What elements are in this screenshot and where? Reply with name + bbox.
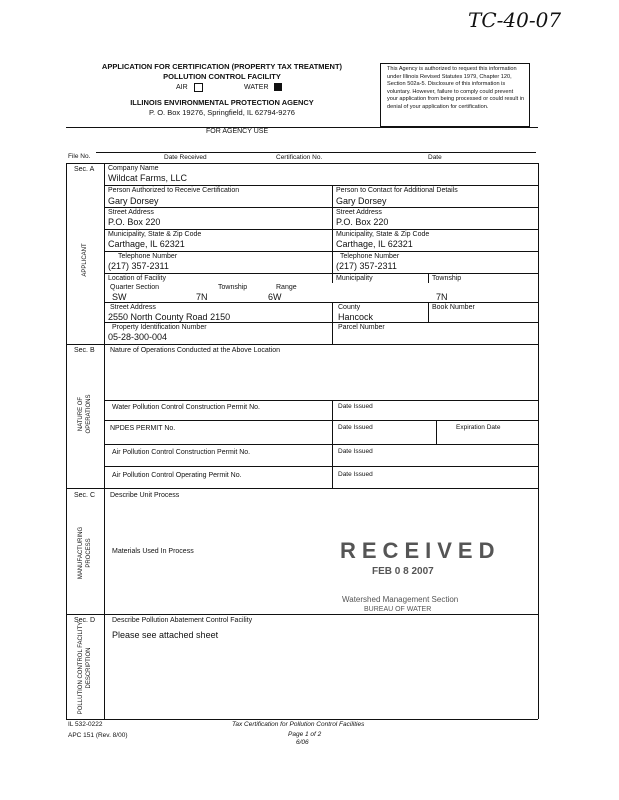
page-number: Page 1 of 2 xyxy=(288,731,322,738)
date-received-label: Date Received xyxy=(164,154,207,161)
sec-d-tag: Sec. D xyxy=(74,617,96,624)
divider xyxy=(104,273,538,274)
water-label: WATER xyxy=(244,84,269,91)
received-stamp-title: RECEIVED xyxy=(340,538,501,563)
divider xyxy=(436,420,437,444)
abatement-value: Please see attached sheet xyxy=(112,630,219,640)
city-value-2: Carthage, IL 62321 xyxy=(336,239,413,249)
street-value-2: P.O. Box 220 xyxy=(336,217,389,227)
divider xyxy=(66,127,538,128)
divider xyxy=(428,302,429,322)
frame-left xyxy=(66,163,67,719)
cert-no-label: Certification No. xyxy=(276,154,323,161)
quarter-value: SW xyxy=(112,292,127,302)
divider xyxy=(104,400,538,401)
pin-value: 05-28-300-004 xyxy=(108,332,168,342)
apc-date-label: Date Issued xyxy=(338,448,373,455)
apc-form-number: APC 151 (Rev. 8/00) xyxy=(68,732,128,739)
street-label-2: Street Address xyxy=(336,209,382,216)
agency-name: ILLINOIS ENVIRONMENTAL PROTECTION AGENCY xyxy=(130,98,314,107)
footer-title: Tax Certification for Pollution Control Facilities xyxy=(232,721,365,728)
divider xyxy=(104,466,538,467)
divider xyxy=(104,420,538,421)
apo-date-label: Date Issued xyxy=(338,471,373,478)
divider xyxy=(104,251,538,252)
phone-label-1: Telephone Number xyxy=(118,253,178,260)
company-name-value: Wildcat Farms, LLC xyxy=(108,173,188,183)
file-no-label: File No. xyxy=(68,153,91,160)
divider xyxy=(66,163,538,164)
township-value: 7N xyxy=(196,292,208,302)
street-value-1: P.O. Box 220 xyxy=(108,217,161,227)
divider xyxy=(332,185,333,275)
materials-label: Materials Used In Process xyxy=(112,548,194,555)
phone-value-2: (217) 357-2311 xyxy=(336,261,397,271)
npdes-expiration-label: Expiration Date xyxy=(456,424,501,431)
frame-right xyxy=(538,163,539,719)
air-label: AIR xyxy=(176,84,188,91)
wpc-date-label: Date Issued xyxy=(338,403,373,410)
divider xyxy=(104,185,538,186)
air-checkbox[interactable] xyxy=(194,83,203,92)
divider xyxy=(104,207,538,208)
npdes-date-label: Date Issued xyxy=(338,424,373,431)
parcel-label: Parcel Number xyxy=(338,324,385,331)
agency-use-label: FOR AGENCY USE xyxy=(206,128,269,135)
form-number: IL 532-0222 xyxy=(68,721,103,728)
range-value: 6W xyxy=(268,292,282,302)
received-stamp-line1: Watershed Management Section xyxy=(342,595,459,604)
location-label: Location of Facility xyxy=(108,275,166,282)
frame-inner xyxy=(104,163,105,719)
water-checkbox[interactable] xyxy=(274,83,282,91)
divider xyxy=(104,229,538,230)
section-divider xyxy=(66,488,538,489)
city-label-1: Municipality, State & Zip Code xyxy=(108,231,202,238)
contact-person-label: Person to Contact for Additional Details xyxy=(336,187,458,194)
pin-label: Property Identification Number xyxy=(112,324,207,331)
agency-address: P. O. Box 19276, Springfield, IL 62794-9276 xyxy=(149,108,295,117)
facility-street-value: 2550 North County Road 2150 xyxy=(108,312,231,322)
county-value: Hancock xyxy=(338,312,374,322)
nature-label: Nature of Operations Conducted at the Above Location xyxy=(110,347,281,354)
city-value-1: Carthage, IL 62321 xyxy=(108,239,185,249)
sec-c-tag: Sec. C xyxy=(74,492,96,499)
divider xyxy=(104,444,538,445)
received-stamp-date: FEB 0 8 2007 xyxy=(372,566,434,577)
frame-bottom xyxy=(66,719,538,720)
company-name-label: Company Name xyxy=(108,165,159,172)
quarter-label: Quarter Section xyxy=(110,284,160,291)
section-divider xyxy=(66,614,538,615)
divider xyxy=(332,302,333,344)
sec-d-side-label: POLLUTION CONTROL FACILITY DESCRIPTION xyxy=(78,621,92,715)
phone-label-2: Telephone Number xyxy=(340,253,400,260)
street-label-1: Street Address xyxy=(108,209,154,216)
contact-person-value: Gary Dorsey xyxy=(336,196,387,206)
apc-permit-label: Air Pollution Control Construction Permit No. xyxy=(112,449,251,456)
sec-a-side-label: APPLICANT xyxy=(82,243,88,277)
divider xyxy=(332,273,333,283)
wpc-permit-label: Water Pollution Control Construction Permit No. xyxy=(112,404,260,411)
form-subtitle: POLLUTION CONTROL FACILITY xyxy=(163,72,281,81)
township-label: Township xyxy=(432,275,462,282)
agency-date-label: Date xyxy=(428,154,442,161)
divider xyxy=(96,152,536,153)
sec-b-tag: Sec. B xyxy=(74,347,95,354)
facility-township-value: 7N xyxy=(436,292,448,302)
unit-process-label: Describe Unit Process xyxy=(110,492,180,499)
section-divider xyxy=(66,344,538,345)
county-label: County xyxy=(338,304,361,311)
abatement-label: Describe Pollution Abatement Control Facility xyxy=(112,617,253,624)
book-number-label: Book Number xyxy=(432,304,475,311)
sec-b-side-label: NATURE OF OPERATIONS xyxy=(78,394,92,434)
municipality-label: Municipality xyxy=(336,275,373,282)
auth-person-label: Person Authorized to Receive Certification xyxy=(108,187,240,194)
facility-street-label: Street Address xyxy=(110,304,156,311)
form-title: APPLICATION FOR CERTIFICATION (PROPERTY TAX TREATMENT) xyxy=(101,62,343,71)
notice-text: This Agency is authorized to request this information under Illinois Revised Statutes 1979, Chapter 120, Section 502a-5. Disclosure of this information is voluntary. However, failure to comply could prevent your application from being processed or could result in denial of your application for certification. xyxy=(387,66,525,110)
phone-value-1: (217) 357-2311 xyxy=(108,261,169,271)
sec-a-tag: Sec. A xyxy=(74,166,95,173)
footer-code: 6/06 xyxy=(296,739,309,746)
handwritten-reference: TC-40-07 xyxy=(468,8,562,32)
divider xyxy=(428,273,429,283)
city-label-2: Municipality, State & Zip Code xyxy=(336,231,430,238)
divider xyxy=(104,322,538,323)
auth-person-value: Gary Dorsey xyxy=(108,196,159,206)
range-label: Range xyxy=(276,284,297,291)
sec-c-side-label: MANUFACTURING PROCESS xyxy=(78,526,92,580)
npdes-label: NPDES PERMIT No. xyxy=(110,425,176,432)
township-label-2: Township xyxy=(218,284,248,291)
apo-permit-label: Air Pollution Control Operating Permit No. xyxy=(112,472,242,479)
received-stamp-line2: BUREAU OF WATER xyxy=(364,606,432,613)
divider xyxy=(104,302,538,303)
